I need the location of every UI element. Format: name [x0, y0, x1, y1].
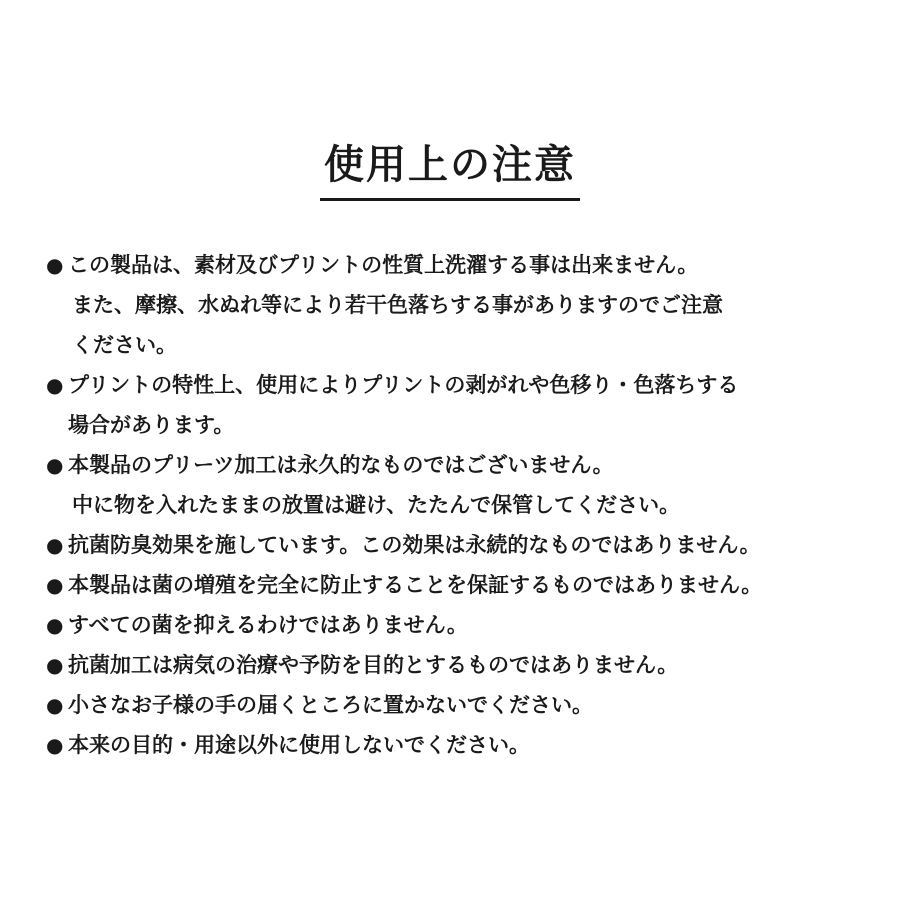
bullet-icon: ●	[46, 373, 64, 397]
caution-text	[68, 605, 876, 645]
caution-item	[46, 725, 876, 765]
caution-line: 本来の目的・用途以外に使用しないでください。	[68, 733, 530, 757]
caution-text	[68, 365, 876, 445]
caution-item	[46, 605, 876, 645]
caution-text	[68, 445, 876, 525]
caution-text	[68, 645, 876, 685]
caution-item	[46, 445, 876, 525]
caution-text	[68, 725, 876, 765]
caution-line: 中に物を入れたままの放置は避け、たたんで保管してください。	[72, 493, 681, 517]
bullet-icon: ●	[46, 733, 64, 757]
caution-item	[46, 645, 876, 685]
caution-item	[46, 245, 876, 365]
caution-line: 本製品は菌の増殖を完全に防止することを保証するものではありません。	[68, 573, 763, 597]
caution-text	[68, 525, 876, 565]
caution-list	[46, 245, 876, 765]
caution-text	[68, 245, 876, 365]
caution-line: 場合があります。	[68, 413, 235, 437]
title-wrap	[0, 140, 900, 201]
bullet-icon: ●	[46, 253, 64, 277]
caution-item	[46, 685, 876, 725]
caution-line: プリントの特性上、使用によりプリントの剥がれや色移り・色落ちする	[68, 373, 739, 397]
caution-line: すべての菌を抑えるわけではありません。	[68, 613, 468, 637]
bullet-icon: ●	[46, 693, 64, 717]
bullet-icon: ●	[46, 453, 64, 477]
caution-line: この製品は、素材及びプリントの性質上洗濯する事は出来ません。	[68, 253, 699, 277]
caution-item	[46, 525, 876, 565]
bullet-icon: ●	[46, 653, 64, 677]
caution-text	[68, 685, 876, 725]
bullet-icon: ●	[46, 533, 64, 557]
caution-line: ください。	[72, 333, 177, 357]
page-title: 使用上の注意	[320, 140, 580, 201]
caution-item	[46, 365, 876, 445]
caution-line: 抗菌加工は病気の治療や予防を目的とするものではありません。	[68, 653, 679, 677]
bullet-icon: ●	[46, 573, 64, 597]
caution-line: また、摩擦、水ぬれ等により若干色落ちする事がありますのでご注意	[72, 293, 723, 317]
caution-item	[46, 565, 876, 605]
caution-text	[68, 565, 876, 605]
bullet-icon: ●	[46, 613, 64, 637]
caution-line: 抗菌防臭効果を施しています。この効果は永続的なものではありません。	[68, 533, 761, 557]
caution-line: 小さなお子様の手の届くところに置かないでください。	[68, 693, 593, 717]
caution-line: 本製品のプリーツ加工は永久的なものではございません。	[68, 453, 614, 477]
